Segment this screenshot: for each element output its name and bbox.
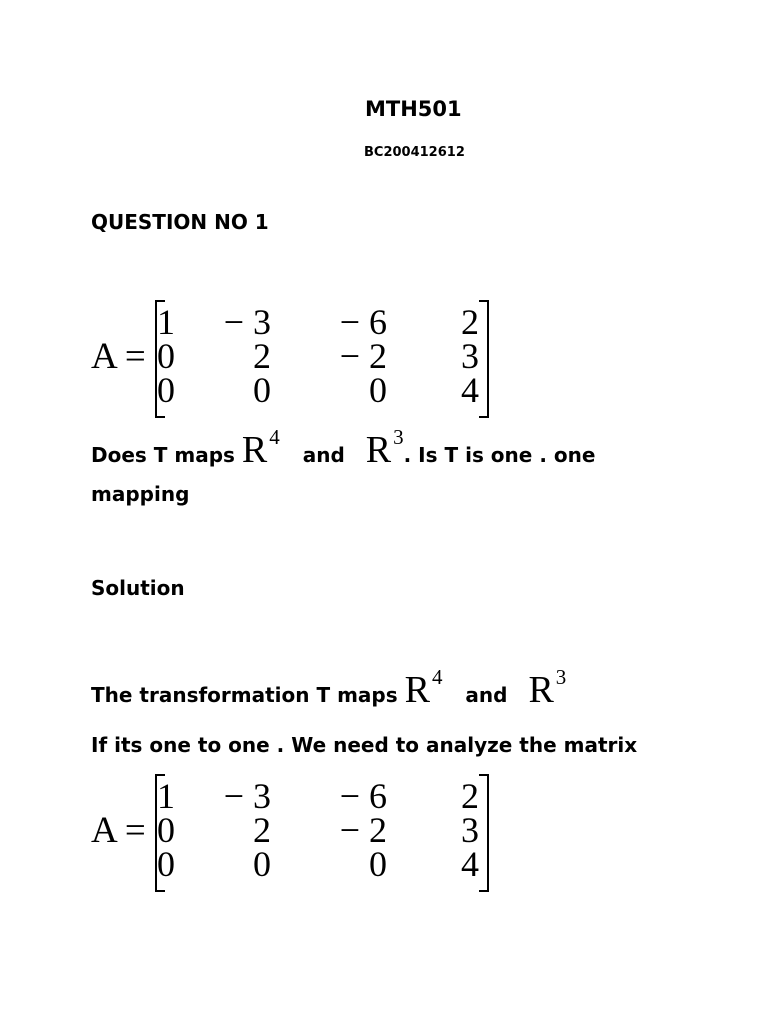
question-text-part2: . Is T is one . one: [403, 443, 596, 467]
matrix-cell: 0: [157, 844, 175, 884]
question-heading: QUESTION NO 1: [91, 210, 269, 234]
solution-line-2: If its one to one . We need to analyze the matrix: [91, 733, 638, 757]
matrix-cell: 0: [253, 844, 271, 884]
matrix-cell: 1: [157, 302, 175, 342]
matrix-cell: 0: [369, 370, 387, 410]
matrix-label: A =: [91, 810, 146, 851]
matrix-cell: 0: [157, 370, 175, 410]
matrix-cell: 0: [369, 844, 387, 884]
solution-matrix: [91, 774, 511, 894]
matrix-cell: 3: [461, 336, 479, 376]
student-id: BC200412612: [364, 145, 465, 160]
question-text: [91, 425, 596, 472]
matrix-cell: 4: [461, 844, 479, 884]
matrix-cell: 0: [157, 810, 175, 850]
matrix-cell: − 2: [339, 336, 387, 376]
solution-line-1-prefix: The transformation T maps: [91, 683, 405, 707]
solution-line-1: [91, 665, 567, 712]
matrix-cell: 3: [461, 810, 479, 850]
matrix-cell: − 3: [223, 302, 271, 342]
question-text-part1: Does T maps: [91, 443, 242, 467]
matrix-cell: 1: [157, 776, 175, 816]
matrix-cell: − 3: [223, 776, 271, 816]
question-text-line2: mapping: [91, 482, 190, 506]
solution-heading: Solution: [91, 576, 185, 600]
matrix-cell: 4: [461, 370, 479, 410]
domain-space: $R^4$: [241, 425, 280, 471]
solution-line-1-and: and: [458, 683, 515, 707]
codomain-space: $R^3$: [528, 665, 567, 711]
matrix-cell: 0: [253, 370, 271, 410]
question-matrix: [91, 300, 511, 420]
codomain-space: $R^3$: [365, 425, 404, 471]
matrix-label: A =: [91, 336, 146, 377]
matrix-cell: 0: [157, 336, 175, 376]
right-bracket: [479, 774, 489, 892]
domain-space: $R^4$: [404, 665, 443, 711]
matrix-cell: 2: [253, 810, 271, 850]
matrix-cell: − 6: [339, 302, 387, 342]
question-text-and: and: [295, 443, 352, 467]
matrix-cell: − 2: [339, 810, 387, 850]
right-bracket: [479, 300, 489, 418]
matrix-cell: 2: [253, 336, 271, 376]
matrix-cell: 2: [461, 776, 479, 816]
matrix-cell: − 6: [339, 776, 387, 816]
matrix-cell: 2: [461, 302, 479, 342]
course-title: MTH501: [365, 97, 462, 121]
